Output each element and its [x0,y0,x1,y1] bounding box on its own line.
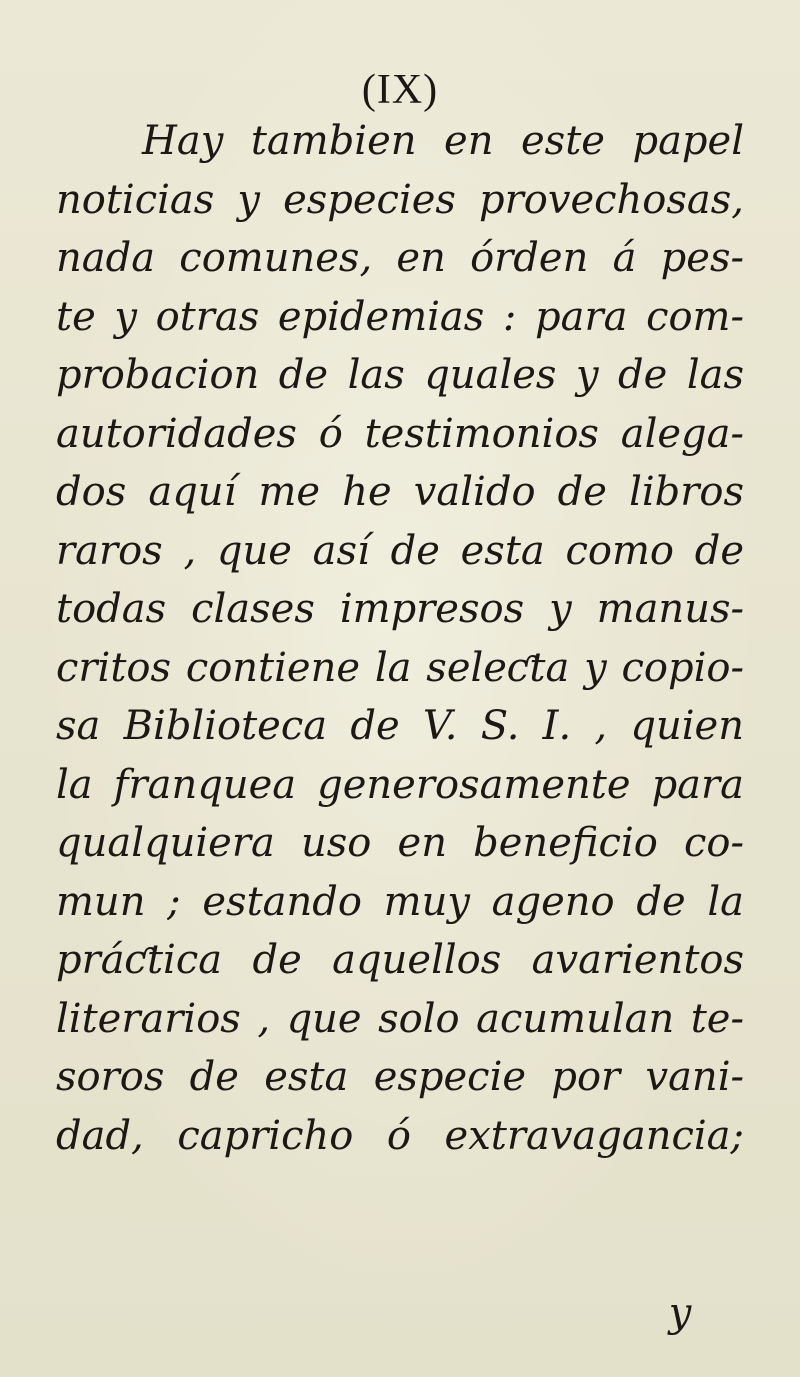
text-line: critos contiene la seleƈta y copio- [56,644,744,691]
text-line: te y otras epidemias : para com- [56,293,744,340]
text-line: autoridades ó testimonios alega- [56,410,744,457]
text-line: la franquea generosamente para [56,761,744,808]
text-line: sa Biblioteca de V. S. I. , quien [56,703,744,749]
text-line: qualquiera uso en beneficio co- [56,820,744,866]
body-text [56,112,744,1165]
text-line: todas clases impresos y manus- [56,586,744,632]
text-line: Hay tambien en este papel [142,118,744,164]
text-line: práƈtica de aquellos avarientos [56,937,744,983]
text-line: mun ; estando muy ageno de la [56,878,744,925]
text-line: noticias y especies provechosas, [56,176,744,223]
page-number-header: (IX) [361,67,439,113]
text-line: dos aquí me he valido de libros [56,469,744,515]
catchword: y [668,1290,692,1336]
text-line: nada comunes, en órden á pes- [56,235,744,281]
text-line: literarios , que solo acumulan te- [56,995,744,1042]
text-line: dad, capricho ó extravagancia; [56,1112,744,1159]
text-line: raros , que así de esta como de [56,527,744,574]
text-line: probacion de las quales y de las [56,352,744,398]
text-line: soros de esta especie por vani- [56,1054,744,1100]
